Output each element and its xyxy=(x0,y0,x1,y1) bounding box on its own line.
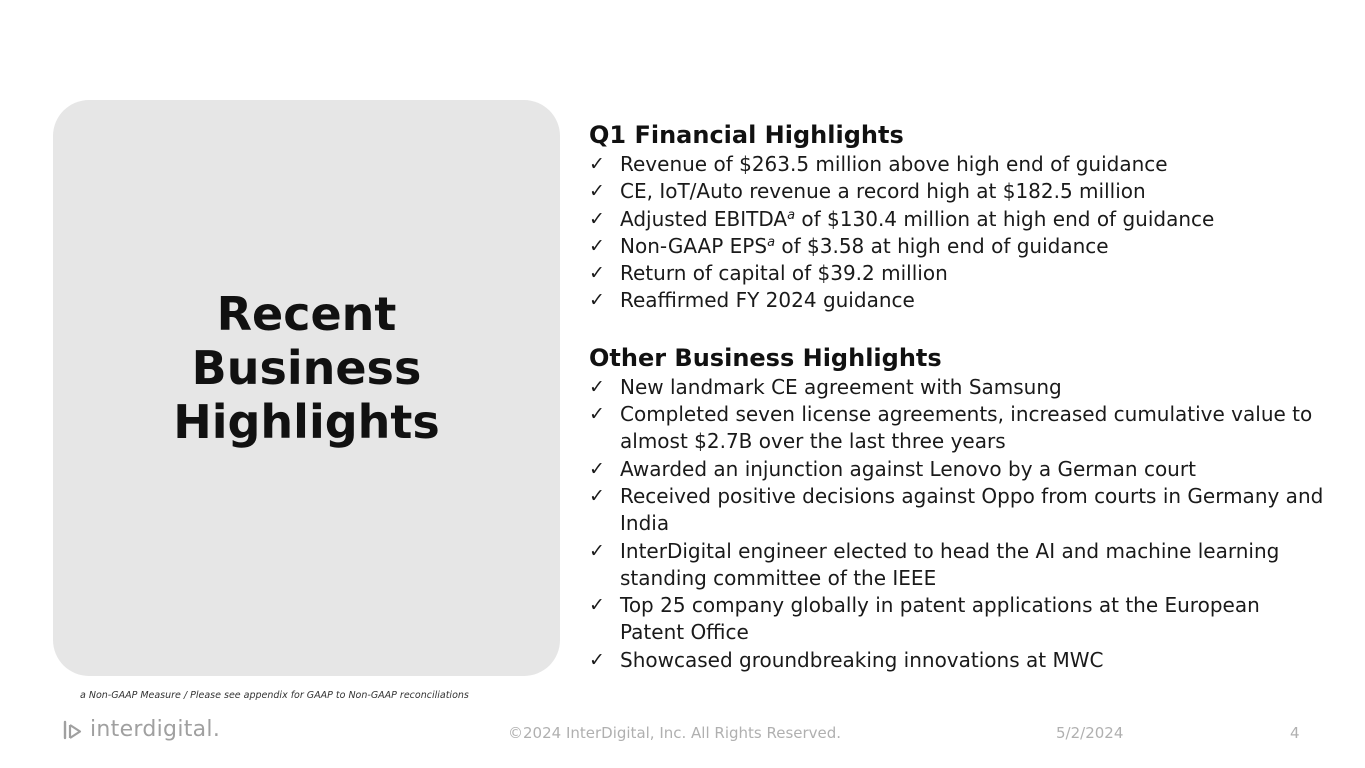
list-item-text: Return of capital of $39.2 million xyxy=(620,261,948,286)
list-item xyxy=(589,374,1329,401)
check-icon: ✓ xyxy=(589,484,605,507)
check-icon: ✓ xyxy=(589,457,605,480)
list-item xyxy=(589,592,1329,647)
list-item-text: Showcased groundbreaking innovations at MWC xyxy=(620,647,1104,672)
list-item xyxy=(589,151,1329,178)
slide-title-line-1: Recent xyxy=(216,287,397,341)
slide-title-line-3: Highlights xyxy=(173,395,440,449)
interdigital-logo xyxy=(62,717,220,742)
footnote-marker: a xyxy=(787,207,796,223)
list-item-text-post: of $3.58 at high end of guidance xyxy=(775,233,1109,258)
list-item-text: Completed seven license agreements, increased cumulative value to almost $2.7B over the last three years xyxy=(620,402,1313,454)
list-item xyxy=(589,233,1329,260)
check-icon: ✓ xyxy=(589,180,605,203)
list-item xyxy=(589,206,1329,233)
list-item-text: New landmark CE agreement with Samsung xyxy=(620,374,1062,399)
list-item-text: Received positive decisions against Oppo from courts in Germany and India xyxy=(620,483,1324,536)
list-item xyxy=(589,456,1329,483)
list-item-text-pre: Adjusted EBITDA xyxy=(620,206,788,231)
list-item xyxy=(589,401,1329,456)
slide-title xyxy=(173,287,440,449)
footnote: a Non-GAAP Measure / Please see appendix for GAAP to Non-GAAP reconciliations xyxy=(80,690,469,701)
check-icon: ✓ xyxy=(589,648,605,671)
list-item-text-pre: Non-GAAP EPS xyxy=(620,233,768,258)
section-spacer xyxy=(589,315,1329,342)
list-item xyxy=(589,260,1329,287)
list-item-text: CE, IoT/Auto revenue a record high at $182.5 million xyxy=(620,179,1146,204)
check-icon: ✓ xyxy=(589,207,605,230)
list-item-text: Revenue of $263.5 million above high end of guidance xyxy=(620,152,1168,176)
list-item-text: Reaffirmed FY 2024 guidance xyxy=(620,288,915,313)
check-icon: ✓ xyxy=(589,153,605,175)
check-icon: ✓ xyxy=(589,403,605,426)
financial-highlights-list xyxy=(589,151,1329,315)
interdigital-logo-icon xyxy=(62,719,84,741)
page-number: 4 xyxy=(1290,724,1300,742)
slide-title-line-2: Business xyxy=(191,341,422,395)
check-icon: ✓ xyxy=(589,289,605,312)
list-item-text: Awarded an injunction against Lenovo by a German court xyxy=(620,456,1196,481)
footnote-marker: a xyxy=(767,234,776,250)
slide-date: 5/2/2024 xyxy=(1056,724,1124,742)
other-highlights-heading: Other Business Highlights xyxy=(589,343,942,372)
check-icon: ✓ xyxy=(589,539,605,562)
copyright-text: ©2024 InterDigital, Inc. All Rights Reserved. xyxy=(508,724,842,742)
list-item-text: InterDigital engineer elected to head the AI and machine learning standing committee of the IEEE xyxy=(620,538,1280,590)
list-item xyxy=(589,287,1329,314)
check-icon: ✓ xyxy=(589,262,605,285)
title-panel xyxy=(53,100,560,676)
logo-dot: . xyxy=(212,717,221,742)
list-item xyxy=(589,483,1329,538)
list-item xyxy=(589,538,1329,593)
check-icon: ✓ xyxy=(589,234,605,257)
list-item xyxy=(589,178,1329,205)
highlights-content xyxy=(589,119,1329,674)
other-highlights-list xyxy=(589,374,1329,674)
check-icon: ✓ xyxy=(589,375,605,398)
logo-text: interdigital xyxy=(90,717,213,742)
financial-highlights-heading: Q1 Financial Highlights xyxy=(589,121,904,149)
check-icon: ✓ xyxy=(589,594,605,617)
list-item-text: Top 25 company globally in patent applications at the European Patent Office xyxy=(620,593,1260,645)
list-item-text-post: of $130.4 million at high end of guidance xyxy=(795,206,1215,231)
list-item xyxy=(589,647,1329,674)
